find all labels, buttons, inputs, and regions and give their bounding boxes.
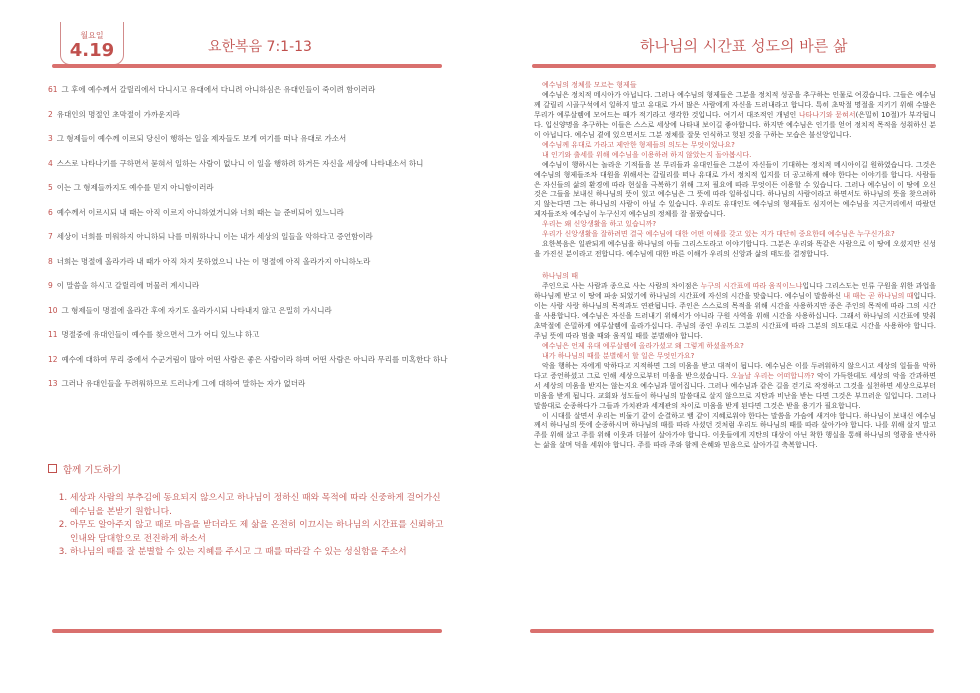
- text: (은밀히 10절)가 부각됩니다. 입신양명을 추구하는 이들은 스스로 세상에 나타내 보이길 좋아합니다. 하지만 예수님은 인기를 얻어 정치적 목적을 성취하신 분이 아닙니다. 예수님 곁에 있으면서도 그분 정체를 잘못 인식하고 헛된 것을 구하는 모습은 불신앙입니다.: [534, 110, 936, 139]
- checkbox-square-icon: [48, 464, 57, 473]
- verse: [48, 329, 448, 340]
- bottom-divider: [52, 629, 442, 633]
- prayer-item: 1. 세상과 사람의 부추김에 동요되지 않으시고 하나님이 정하신 때와 목적에 따라 신중하게 걸어가신 예수님을 본받기 원합니다.: [70, 492, 450, 519]
- verse-number: 61: [48, 85, 58, 94]
- paragraph: 예수님이 행하시는 놀라운 기적들을 본 무리들과 유대인들은 그분이 자신들이 기대하는 정치적 메시아이길 원하였습니다. 그것은 예수님의 형제들조차 대원을 위해서는 갈릴리를 떠나 유대로 가서 정치적 입지를 더 공고하게 해야 한다는 이야기를 합니다. 사람들은 자신들의 삶의 환경에 따라 현실을 극복하기 위해 그저 필요에 따라 무엇이든 이용할 수 있습니다. 그러나 예수님이 이 땅에 오신 것은 그들을 보내신 하나님의 뜻이 있고 예수님은 그 뜻에 따라 일하십니다. 하나님의 사람이라고 하면서도 하나님의 뜻을 찾으려하지 않는다면 그는 하나님의 사람이 아닐 수 있습니다. 우리도 유대인도 예수님의 형제들도 심지어는 예수님을 지근거리에서 따랐던 제자들조차 예수님이 누구신지 예수님의 정체를 잘 몰랐습니다.: [534, 160, 936, 219]
- prayer-list: [56, 492, 450, 560]
- verse-text: 그러나 유대인들을 두려워하므로 드러나게 그에 대하여 말하는 자가 없더라: [61, 379, 306, 388]
- verse-number: 13: [48, 379, 58, 388]
- verse-number: 7: [48, 232, 53, 241]
- verse: [48, 133, 448, 144]
- verse-text: 너희는 명절에 올라가라 내 때가 아직 차지 못하였으니 나는 이 명절에 아직 올라가지 아니하노라: [56, 256, 371, 266]
- highlight-text: 내 때는 곧 하나님의 때: [843, 292, 914, 301]
- passage-title: 요한복음 7:1-13: [208, 39, 312, 55]
- verse-number: 4: [48, 158, 53, 168]
- verse-text: 명절중에 유대인들이 예수를 찾으면서 그가 어디 있느냐 하고: [61, 330, 260, 339]
- section-heading: 하나님의 때: [542, 272, 579, 281]
- verse: [48, 84, 448, 95]
- verse-number: 3: [48, 134, 53, 143]
- highlight-text: 누구의 시간표에 따라 움직이느냐: [700, 282, 803, 291]
- top-divider: [52, 64, 442, 68]
- verse-number: 6: [48, 207, 53, 217]
- verse-text: 그 후에 예수께서 갈릴리에서 다니시고 유대에서 다니려 아니하심은 유대인들이 죽이려 함이러라: [61, 85, 376, 94]
- verse: [48, 354, 448, 365]
- verse-number: 11: [48, 330, 58, 339]
- verse-text: 예수에 대하여 무리 중에서 수군거림이 많아 어떤 사람은 좋은 사람이라 하며 어떤 사람은 아니라 무리를 미혹한다 하나: [61, 354, 448, 364]
- question: 우리는 왜 신앙생활을 하고 있습니까?: [542, 220, 657, 229]
- verse-number: 8: [48, 256, 53, 266]
- bottom-divider: [530, 629, 934, 633]
- text: 입니다. 이는 사람 사랑 하나님의 목적과도 연관됩니다. 주인은 스스로의 목적을 위해 시간을 사용하지만 종은 주인의 목적에 따라 그의 시간을 사용합니다. 예수님은 자신을 드러내기 위해서가 아니라 구원 사역을 위해 시간을 사용하십니다. 그래서 하나님의 시간표에 맞춰 초막절에 은밀하게 예루살렘에 올라가십니다. 주님의 종인 우리도 그분의 시간표에 따라 그분의 의도대로 시간을 사용하야 합니다. 주님 뜻에 따라 멈출 때와 움직일 때를 분별해야 합니다.: [534, 292, 936, 340]
- verse-number: 5: [48, 183, 53, 192]
- question: 우리가 신앙생활을 잘하려면 결국 예수님에 대한 어떤 이해를 갖고 있는 지가 대단히 중요한데 예수님은 누구신가요?: [542, 230, 895, 239]
- verse: [48, 207, 448, 218]
- verse-number: 12: [48, 354, 58, 364]
- verse-number: 2: [48, 109, 53, 119]
- paragraph: 이 시대를 살면서 우리는 비둘기 같이 순결하고 뱀 같이 지혜로워야 한다는 말씀을 가슴에 새겨야 합니다. 하나님이 보내신 예수님께서 하나님의 뜻에 순종하시며 하나님의 때를 따라 사셨던 것처럼 우리도 하나님의 때를 따라 살아가야 합니다. 나를 위해 살지 말고 주를 위해 살고 주를 위해 이웃과 더불어 살아가야 합니다. 이웃들에게 지탄의 대상이 아닌 착한 행실을 통해 하나님의 영광을 반사하는 삶을 살며 덕을 세워야 합니다. 주를 따라 주와 함께 은혜와 믿음으로 살아가길 축복합니다.: [534, 411, 936, 450]
- verse-text: 스스로 나타나기를 구하면서 묻혀서 일하는 사람이 없나니 이 일을 행하려 하거든 자신을 세상에 나타내소서 하니: [56, 158, 424, 168]
- verse-text: 그 형제들이 예수께 이르되 당신이 행하는 일을 제자들도 보게 여기를 떠나 유대로 가소서: [56, 134, 347, 143]
- verse-number: 10: [48, 305, 58, 315]
- question: 예수님께 유대로 가라고 제안한 형제들의 의도는 무엇이었나요?: [542, 140, 735, 149]
- date-badge: [60, 22, 124, 65]
- spacer: [534, 260, 936, 272]
- highlight-text: 오늘날 우리는 어떠합니까?: [730, 371, 815, 380]
- prayer-item: 3. 하나님의 때를 잘 분별할 수 있는 지혜를 주시고 그 때를 따라갈 수 있는 성실함을 주소서: [70, 546, 450, 560]
- verse-number: 9: [48, 281, 53, 290]
- question: 내가 하나님의 때를 분별해서 할 일은 무엇인가요?: [542, 351, 695, 360]
- prayer-heading: [48, 462, 121, 476]
- left-page: [0, 0, 470, 693]
- text: 주인으로 사는 사람과 종으로 사는 사람의 차이점은: [542, 282, 701, 291]
- section-heading: 예수님의 정체를 모르는 형제들: [542, 81, 637, 89]
- verse-text: 이는 그 형제들까지도 예수를 믿지 아니함이러라: [56, 183, 214, 192]
- text: 예수님은 정치적 메시아가 아닙니다. 그러나 예수님의 형제들은 그분을 정치적 성공을 추구하는 인물로 여겼습니다. 그들은 예수님께 갈릴리 시골구석에서 일하지 말고 유대로 가서 많은 사람에게 자신을 드러내라고 합니다. 특히 초막절 명절을 지키기 위해 수많은 무리가 예루살렘에 모여드는 때가 적기라고 생각한 것입니다. 여기서 대조적인 개념인: [534, 90, 936, 119]
- paragraph: 요한복음은 일관되게 예수님을 하나님의 아들 그리스도라고 이야기합니다. 그분은 우리와 똑같은 사람으로 이 땅에 오셨지만 신성을 가진신 분이라고 전합니다. 예수님에 대한 바른 이해가 우리의 신앙과 삶의 태도를 결정합니다.: [534, 240, 936, 259]
- verse-text: 예수께서 이르시되 내 때는 아직 이르지 아니하였거니와 너희 때는 늘 준비되어 있느니라: [56, 207, 344, 217]
- question: 내 인기와 출세를 위해 예수님을 이용하려 하지 않았는지 돌아봅시다.: [542, 150, 752, 159]
- verse-list: [48, 84, 448, 403]
- date-label: 4.19: [69, 40, 115, 61]
- highlight-text: 나타나기와 묻혀서: [798, 110, 856, 119]
- verse-text: 그 형제들이 명절에 올라간 후에 자기도 올라가시되 나타내지 않고 은밀히 가시니라: [61, 305, 332, 315]
- verse-text: 이 말씀을 하시고 갈릴리에 머물러 계시니라: [56, 281, 200, 290]
- verse: [48, 109, 448, 120]
- page-title: 하나님의 시간표 성도의 바른 삶: [640, 37, 848, 55]
- prayer-heading-text: 함께 기도하기: [63, 465, 122, 476]
- top-divider: [532, 64, 936, 68]
- verse-text: 세상이 너희를 미워하지 아니하되 나를 미워하나니 이는 내가 세상의 일들을 악하다고 증언함이라: [56, 232, 373, 241]
- verse: [48, 280, 448, 291]
- prayer-item: 2. 아무도 알아주지 않고 때로 마음을 받더라도 제 삶을 온전히 이끄시는 하나님의 시간표를 신뢰하고 인내와 담대함으로 전진하게 하소서: [70, 519, 450, 546]
- verse: [48, 182, 448, 193]
- text: 악이 가득한데도 세상의 악을 간과하면서 세상의 미움을 받지는 않는지요 예수님과 멀어집니다. 그러나 예수님과 같은 길을 걷기로 작정하고 그것을 실천하면 세상으로부터 미움을 받게 됩니다. 교회와 성도들이 하나님의 말씀대로 살지 않으므로 지탄과 비난을 받는 다면 그것은 부끄러운 일입니다. 그러나 말씀대로 순종하다가 그들과 가치관과 세계관의 차이로 미움을 받게 된다면 그것은 받을 용기가 필요합니다.: [534, 371, 936, 410]
- paragraph: [534, 282, 936, 342]
- verse: [48, 231, 448, 242]
- text: 입니다 그리스도는 인류 구원을 위한 과업을 하나님께 받고 이 땅에 파송 되었기에 하나님의 시간표에 자신의 시간을 맞춥니다. 예수님이 말씀하신: [534, 282, 937, 301]
- weekday-label: 월요일: [80, 31, 104, 40]
- text: 악을 행하는 자에게 악하다고 지적하면 그의 미움을 받고 대적이 됩니다. 예수님은 이를 두려워하지 않으시고 세상의 일들을 악하다고 증언하셨고 그로 인해 세상으로부터 미움을 받으셨습니다.: [534, 361, 936, 380]
- right-page: [510, 0, 980, 693]
- verse: [48, 305, 448, 316]
- verse: [48, 378, 448, 389]
- paragraph: [534, 91, 936, 141]
- question: 예수님은 언제 유대 예루살렘에 올라가셨고 왜 그렇게 하셨을까요?: [542, 341, 744, 350]
- meditation-content: [534, 81, 936, 451]
- paragraph: [534, 362, 936, 412]
- verse: [48, 256, 448, 267]
- verse: [48, 158, 448, 169]
- verse-text: 유대인의 명절인 초막절이 가까운지라: [56, 109, 180, 119]
